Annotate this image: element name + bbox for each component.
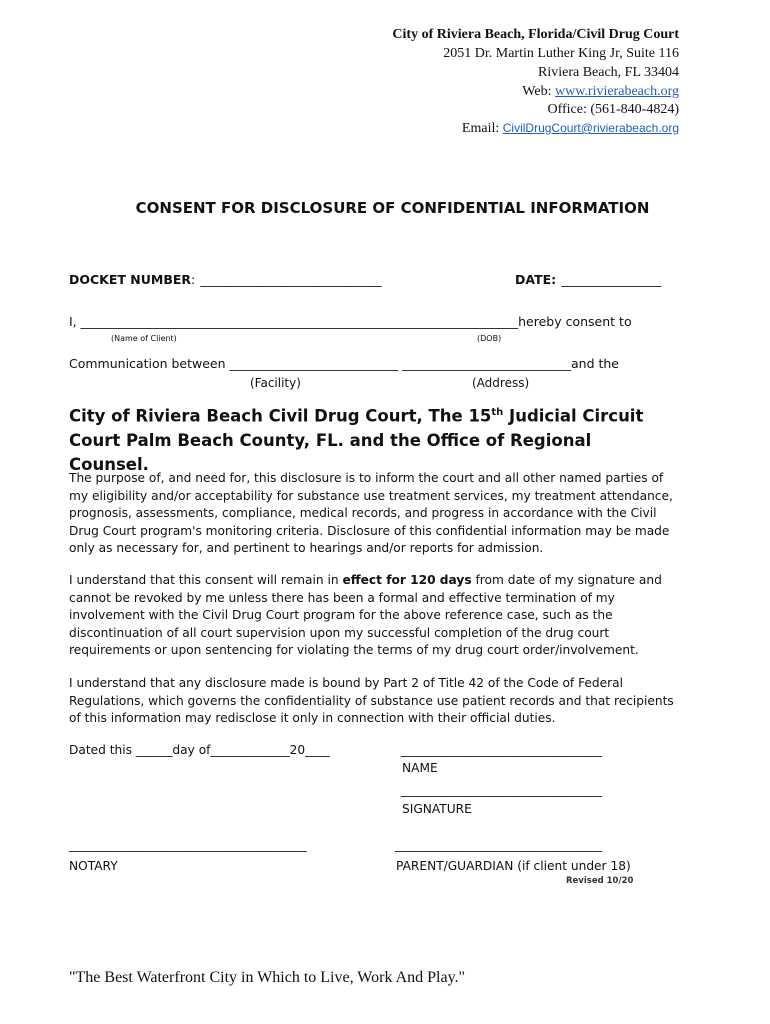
- address-line-2: Riviera Beach, FL 33404: [537, 65, 679, 80]
- consent-duration: effect for 120 days: [342, 573, 472, 587]
- notary-label: NOTARY: [69, 859, 118, 873]
- web-link[interactable]: www.rivierabeach.org: [554, 84, 679, 99]
- org-line: City of Riviera Beach, Florida/Civil Drug Court: [392, 27, 679, 42]
- regulation-paragraph: I understand that any disclosure made is bound by Part 2 of Title 42 of the Code of Federal Regulations, which governs the confidentiality of substance use patient records and that recipients of this information may redisclose it only in connection with their official duties.: [69, 676, 674, 726]
- communication-line[interactable]: Communication between ___________________________ ___________________________and the: [69, 356, 619, 371]
- office-line: Office: (561-840-4824): [547, 102, 679, 117]
- address-caption: (Address): [472, 376, 530, 390]
- date-field: [515, 269, 661, 288]
- client-name-caption: (Name of Client): [111, 334, 177, 343]
- footer-slogan: "The Best Waterfront City in Which to Live, Work And Play.": [69, 969, 466, 986]
- client-consent-line[interactable]: I, ______________________________________________________________________hereby consent to: [69, 314, 632, 329]
- notary-blank[interactable]: _______________________________________: [69, 838, 307, 852]
- purpose-paragraph: The purpose of, and need for, this disclosure is to inform the court and all other named parties of my eligibility and/or acceptability for substance use treatment services, my treatment attendance, prognosis, assessments, compliance, medical records, and progress in accordance with the Civil Drug Court program's monitoring criteria. Disclosure of this confidential information may be made only as necessary for, and pertinent to hearings and/or reports for admission.: [69, 471, 673, 556]
- facility-caption: (Facility): [250, 376, 301, 390]
- email-line: [462, 121, 679, 137]
- parties-heading: [69, 401, 669, 477]
- revision-note: Revised 10/20: [566, 876, 634, 886]
- signature-blank[interactable]: _________________________________: [401, 783, 603, 797]
- docket-colon: :: [191, 272, 196, 287]
- dated-line[interactable]: Dated this ______day of_____________20____: [69, 743, 330, 757]
- consent-paragraph: [69, 572, 681, 660]
- web-line: [522, 84, 679, 100]
- docket-blank[interactable]: _____________________________: [200, 272, 382, 287]
- dob-caption: (DOB): [477, 334, 502, 343]
- email-link[interactable]: CivilDrugCourt@rivierabeach.org: [502, 121, 679, 135]
- parties-part-2: Judicial Circuit Court Palm Beach County, FL. and the Office of Regional Counsel.: [69, 406, 644, 474]
- date-label: DATE:: [515, 272, 557, 287]
- email-label: Email:: [461, 121, 500, 136]
- signature-label: SIGNATURE: [402, 802, 472, 816]
- docket-field: [69, 269, 382, 288]
- parties-superscript: th: [491, 407, 504, 418]
- consent-text-post: from date of my signature and cannot be revoked by me unless there has been a formal and effective termination of my involvement with the Civil Drug Court program for the above reference case, such as the discontinuation of all court supervision upon my successful completion of the drug court requirements or upon sentencing for violating the terms of my drug court order/involvement.: [69, 573, 662, 658]
- parties-part-1: City of Riviera Beach Civil Drug Court, The 15: [69, 406, 492, 426]
- docket-label: DOCKET NUMBER: [69, 272, 192, 287]
- guardian-label: PARENT/GUARDIAN (if client under 18): [396, 859, 631, 873]
- name-label: NAME: [402, 761, 438, 775]
- page-title: CONSENT FOR DISCLOSURE OF CONFIDENTIAL INFORMATION: [135, 199, 650, 217]
- address-line-1: 2051 Dr. Martin Luther King Jr, Suite 116: [443, 46, 679, 61]
- consent-text-pre: I understand that this consent will remain in: [69, 573, 343, 587]
- date-blank[interactable]: ________________: [561, 272, 662, 287]
- name-blank[interactable]: _________________________________: [401, 743, 603, 757]
- web-label: Web:: [522, 84, 552, 99]
- guardian-blank[interactable]: __________________________________: [395, 838, 603, 852]
